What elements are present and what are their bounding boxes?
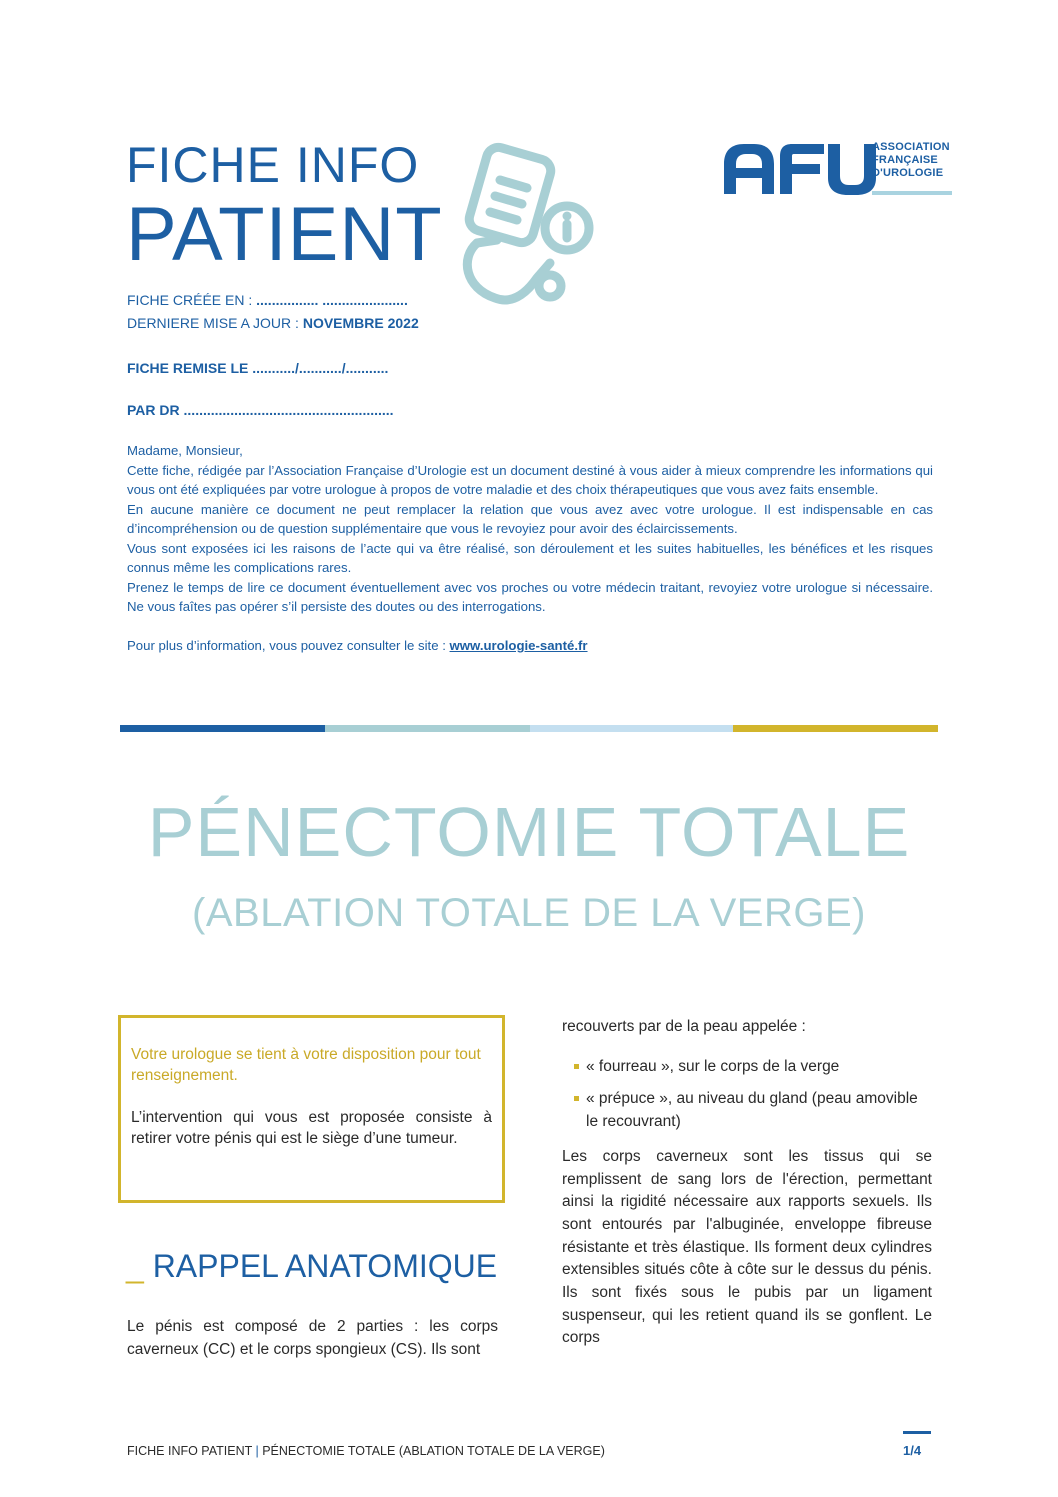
heading-underscore: _ [126, 1248, 144, 1284]
document-title: PÉNECTOMIE TOTALE [147, 793, 911, 871]
skin-bullet-list [562, 1056, 932, 1134]
page-number: 1/4 [903, 1443, 922, 1458]
created-line [127, 292, 408, 308]
intro-paragraph-3: Vous sont exposées ici les raisons de l’acte qui va être réalisé, son déroulement et les suites habituelles, les bénéfices et les risques connus même les complications rares. [127, 540, 933, 575]
footer-title-b: PÉNECTOMIE TOTALE (ABLATION TOTALE DE LA VERGE) [258, 1444, 605, 1458]
site-prefix: Pour plus d’information, vous pouvez consulter le site : [127, 638, 450, 653]
anatomy-paragraph-left: Le pénis est composé de 2 parties : les corps caverneux (CC) et le corps spongieux (CS). Ils sont [127, 1318, 498, 1358]
logo-text-line2: FRANÇAISE [872, 154, 938, 166]
bullet-square-icon [574, 1064, 579, 1069]
bullet-text: « fourreau », sur le corps de la verge [586, 1057, 840, 1075]
updated-value: NOVEMBRE 2022 [302, 315, 419, 331]
logo-text [872, 141, 950, 180]
created-value: ................ ...................... [256, 292, 408, 308]
info-box-highlight: Votre urologue se tient à votre disposition pour tout renseignement. [131, 1046, 481, 1084]
right-column-lead: recouverts par de la peau appelée : [562, 1018, 806, 1035]
list-item [562, 1056, 932, 1079]
intro-greeting: Madame, Monsieur, [127, 443, 243, 458]
divider-segment [530, 725, 733, 732]
document-subtitle: (ABLATION TOTALE DE LA VERGE) [192, 891, 866, 935]
color-divider [120, 725, 938, 732]
info-box-body: L’intervention qui vous est proposée consiste à retirer votre pénis qui est le siège d’une tumeur. [131, 1109, 492, 1147]
clipboard-stethoscope-icon [455, 138, 615, 328]
site-link[interactable]: www.urologie-santé.fr [449, 638, 588, 653]
divider-segment [325, 725, 530, 732]
intro-text [127, 441, 933, 656]
right-column [562, 1016, 932, 1350]
intro-site-line [127, 636, 933, 656]
corpora-paragraph: Les corps caverneux sont les tissus qui se remplissent de sang lors de l'érection, permettant ainsi la rigidité nécessaire aux rapports sexuels. Ils sont entourés par l'albuginée, enveloppe fibreuse résistante et très élastique. Ils forment deux cylindres extensibles situés côte à côte sur le dessus du pénis. Ils sont fixés sous le pubis par un ligament suspenseur, qui les retient quand ils se gonflent. Le corps [562, 1147, 932, 1347]
updated-label: DERNIERE MISE A JOUR : [127, 315, 303, 331]
logo-underline [872, 191, 952, 195]
bullet-text: « prépuce », au niveau du gland (peau amovible le recouvrant) [586, 1090, 918, 1131]
footer-separator: | [255, 1444, 259, 1458]
intro-paragraph-4: Prenez le temps de lire ce document éventuellement avec vos proches ou votre médecin traitant, revoyiez votre urologue si nécessaire. Ne vous faîtes pas opérer s’il persiste des doutes ou des interrogations. [127, 579, 933, 614]
intro-paragraph-1: Cette fiche, rédigée par l’Association Française d’Urologie est un document destiné à vous aider à mieux comprendre les informations qui vous ont été expliquées par votre urologue à propos de votre maladie et des choix thérapeutiques que vous avez faits ensemble. [127, 462, 933, 497]
intro-paragraph-2: En aucune manière ce document ne peut remplacer la relation que vous avez avec votre urologue. Il est indispensable en cas d’incompréhension ou de question supplémentaire que vous le revoyiez pour avoir des éclaircissements. [127, 501, 933, 536]
list-item [562, 1088, 932, 1133]
divider-segment [120, 725, 325, 732]
divider-segment [733, 725, 938, 732]
given-date-line: FICHE REMISE LE .........../.........../........... [127, 360, 389, 376]
logo-text-line1: ASSOCIATION [872, 141, 950, 153]
created-label: FICHE CRÉÉE EN : [127, 292, 257, 308]
footer-page-bar [903, 1431, 931, 1434]
info-box [118, 1015, 505, 1203]
header-title-line2: PATIENT [126, 192, 443, 277]
logo-text-line3: D'UROLOGIE [872, 167, 944, 179]
bullet-square-icon [574, 1096, 579, 1101]
footer-title [127, 1444, 605, 1458]
section-heading [126, 1250, 497, 1282]
doctor-line: PAR DR ...................................................... [127, 402, 394, 418]
heading-text: RAPPEL ANATOMIQUE [152, 1248, 498, 1284]
header-title-line1: FICHE INFO [126, 137, 420, 193]
footer-title-a: FICHE INFO PATIENT [127, 1444, 256, 1458]
updated-line [127, 315, 419, 331]
